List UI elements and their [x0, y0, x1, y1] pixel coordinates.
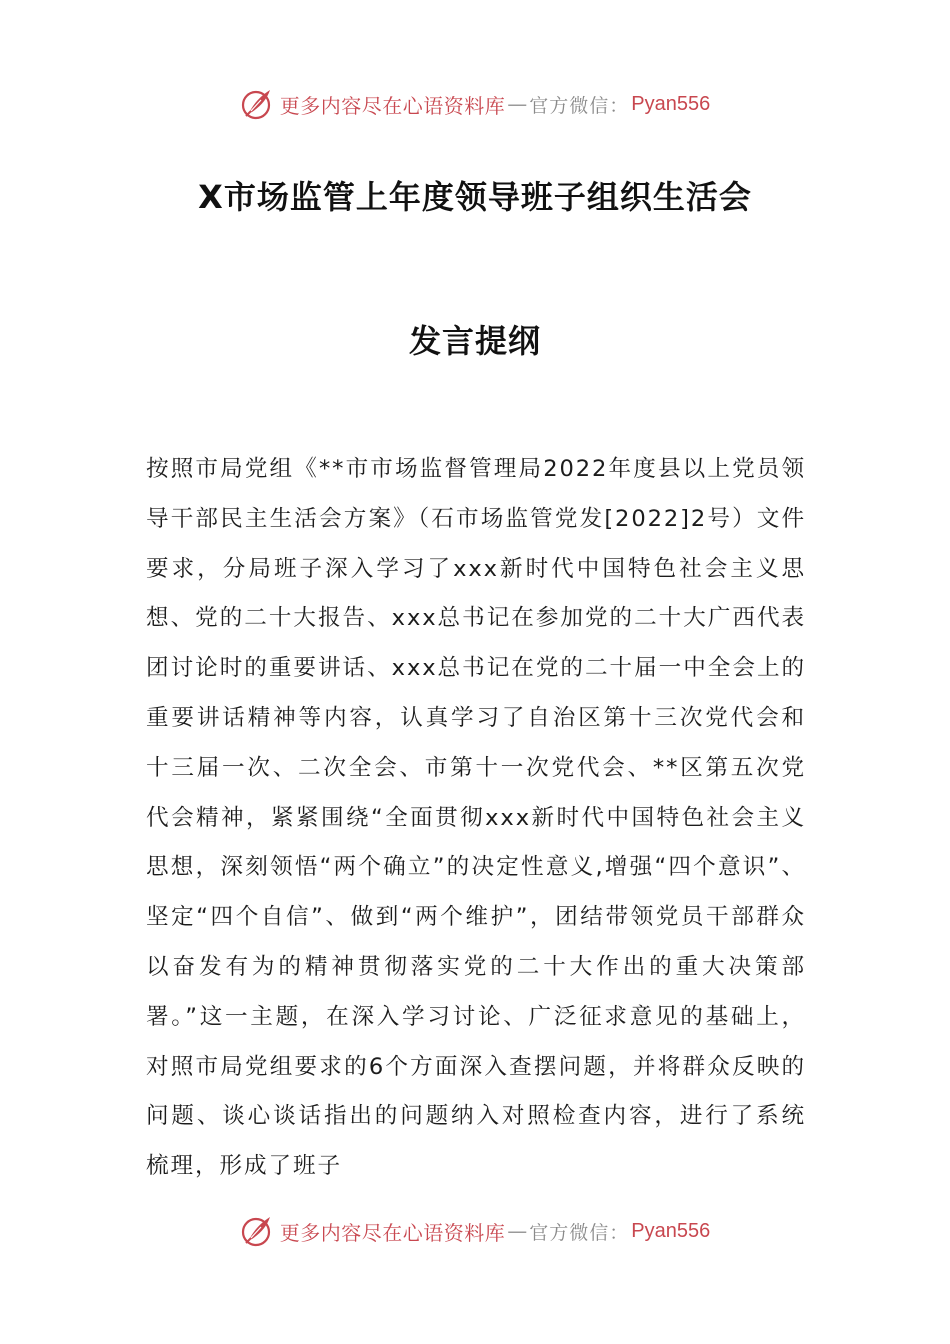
- document-body-paragraph: 按照市局党组《**市市场监督管理局2022年度县以上党员领导干部民主生活会方案》（石市场监管党发[2022]2号）文件要求，分局班子深入学习了xxx新时代中国特色社会主义思想、党的二十大报告、xxx总书记在参加党的二十大广西代表团讨论时的重要讲话、xxx总书记在党的二十届一中全会上的重要讲话精神等内容，认真学习了自治区第十三次党代会和十三届一次、二次全会、市第十一次党代会、**区第五次党代会精神，紧紧围绕“全面贯彻xxx新时代中国特色社会主义思想，深刻领悟“两个确立”的决定性意义,增强“四个意识”、坚定“四个自信”、做到“两个维护”，团结带领党员干部群众以奋发有为的精神贯彻落实党的二十大作出的重大决策部署。”这一主题，在深入学习讨论、广泛征求意见的基础上，对照市局党组要求的6个方面深入查摆问题，并将群众反映的问题、谈心谈话指出的问题纳入对照检查内容，进行了系统梳理，形成了班子: [146, 456, 806, 1180]
- header-watermark: [0, 84, 950, 124]
- watermark-separator: —: [507, 1219, 528, 1243]
- watermark-text: [280, 1217, 710, 1246]
- watermark-separator: —: [507, 92, 528, 116]
- watermark-handle: Pyan556: [631, 92, 711, 115]
- watermark-official-text: 官方微信：: [529, 94, 630, 117]
- watermark-site-text: 更多内容尽在心语资料库: [279, 93, 506, 118]
- quill-pen-icon: [240, 1214, 274, 1248]
- quill-pen-icon: [240, 87, 274, 121]
- footer-watermark: [0, 1211, 950, 1251]
- document-title-line-1: X市场监管上年度领导班子组织生活会: [198, 178, 752, 216]
- watermark-handle: Pyan556: [631, 1219, 711, 1242]
- watermark-official-text: 官方微信：: [529, 1221, 630, 1244]
- watermark-site-text: 更多内容尽在心语资料库: [279, 1220, 506, 1245]
- watermark-text: [280, 90, 710, 119]
- document-title-line-2: 发言提纲: [408, 322, 541, 360]
